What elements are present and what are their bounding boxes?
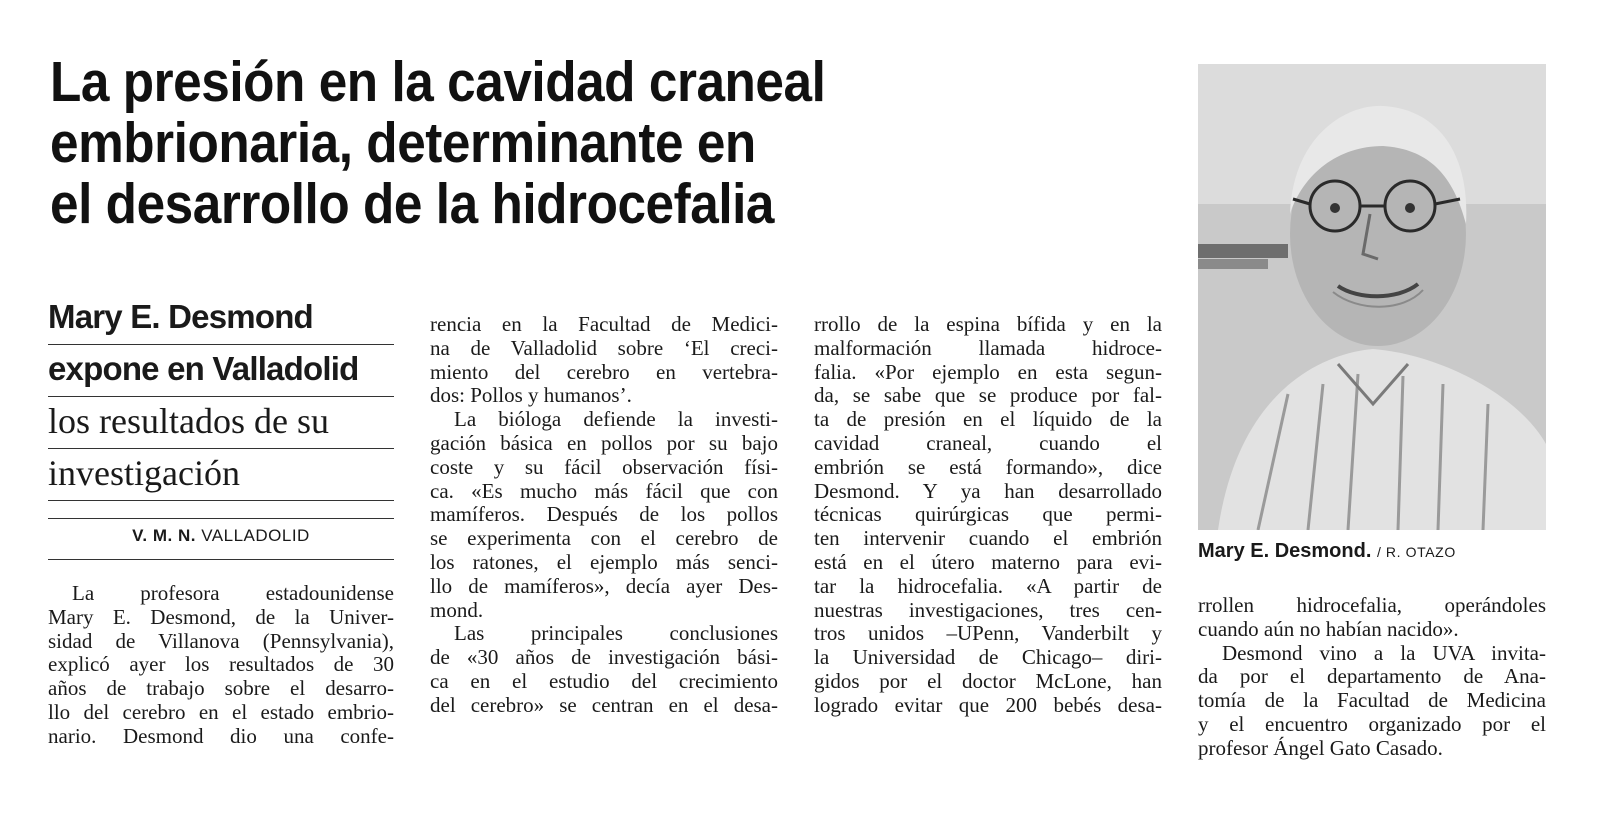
byline-author: V. M. N. [132, 526, 196, 545]
subheadline-line: los resultados de su [48, 399, 394, 449]
byline [48, 526, 394, 546]
article-line: ca. «Es mucho más fácil que con [430, 478, 778, 503]
article-line: nuestras investigaciones, tres cen- [814, 597, 1162, 622]
article-line: logrado evitar que 200 bebés desa- [814, 692, 1162, 717]
article-line: gidos por el doctor McLone, han [814, 668, 1162, 693]
article-line: mamíferos. Después de los pollos [430, 502, 778, 527]
article-line: embrión se está formando», dice [814, 454, 1162, 479]
article-line: na de Valladolid sobre ‘El creci- [430, 335, 778, 360]
article-line: malformación llamada hidroce- [814, 335, 1162, 360]
subheadline-line: investigación [48, 451, 394, 501]
divider [48, 559, 394, 560]
caption-name: Mary E. Desmond. [1198, 540, 1372, 562]
article-line: La profesora estadounidense [72, 581, 394, 605]
article-paragraph [1198, 594, 1546, 642]
article-paragraph [430, 622, 778, 717]
article-line: rrollo de la espina bífida y en la [814, 312, 1162, 336]
article-line: años de trabajo sobre el desarro- [48, 676, 394, 701]
article-line: los ratones, el ejemplo más senci- [430, 549, 778, 574]
article-line: Las principales conclusiones [454, 621, 778, 646]
article-line: y el encuentro organizado por el [1198, 711, 1546, 736]
article-line: explicó ayer los resultados de 30 [48, 652, 394, 677]
article-line: miento del cerebro en vertebra- [430, 359, 778, 384]
article-column-2 [430, 313, 778, 718]
portrait-illustration [1198, 64, 1546, 530]
article-line: dos: Pollos y humanos’. [430, 383, 632, 408]
article-column-3 [814, 313, 1162, 718]
article-paragraph [430, 408, 778, 622]
headline-line: La presión en la cavidad craneal [50, 50, 826, 114]
article-line: La bióloga defiende la investi- [454, 407, 778, 432]
headline-line: embrionaria, determinante en [50, 111, 756, 175]
subheadline [48, 295, 394, 503]
article-paragraph [48, 582, 394, 749]
article-column-1 [48, 582, 394, 749]
article-line: está en el útero materno para evi- [814, 549, 1162, 574]
article-line: del cerebro» se centran en el desa- [430, 692, 778, 717]
article-line: mond. [430, 597, 484, 622]
article-paragraph [814, 313, 1162, 718]
article-paragraph [430, 313, 778, 408]
headline-line: el desarrollo de la hidrocefalia [50, 172, 775, 236]
article-line: tomía de la Facultad de Medicina [1198, 688, 1546, 713]
article-line: tros unidos –UPenn, Vanderbilt y [814, 621, 1162, 646]
article-line: profesor Ángel Gato Casado. [1198, 735, 1443, 760]
article-line: rrollen hidrocefalia, operándoles [1198, 593, 1546, 617]
article-line: técnicas quirúrgicas que permi- [814, 502, 1162, 527]
article-line: de «30 años de investigación bási- [430, 645, 778, 670]
article-line: da, se sabe que se produce por fal- [814, 383, 1162, 408]
article-line: Desmond vino a la UVA invita- [1222, 640, 1546, 665]
article-line: sidad de Villanova (Pennsylvania), [48, 628, 394, 653]
headline [50, 52, 1058, 235]
article-line: rencia en la Facultad de Medici- [430, 312, 778, 336]
caption-credit: / R. OTAZO [1376, 544, 1456, 560]
article-line: Mary E. Desmond, de la Univer- [48, 604, 394, 629]
article-line: cuando aún no habían nacido». [1198, 616, 1459, 641]
article-column-4 [1198, 594, 1546, 761]
article-line: gación básica en pollos por su bajo [430, 430, 778, 455]
article-line: ca en el estudio del crecimiento [430, 668, 778, 693]
article-line: tar la hidrocefalia. «A partir de [814, 573, 1162, 598]
article-line: nario. Desmond dio una confe- [48, 723, 394, 748]
article-line: da por el departamento de Ana- [1198, 664, 1546, 689]
article-line: ten intervenir cuando el embrión [814, 526, 1162, 551]
article-line: falia. «Por ejemplo en esta segun- [814, 359, 1162, 384]
article-paragraph [1198, 642, 1546, 761]
article-line: llo del cerebro en el estado embrio- [48, 699, 394, 724]
article-line: se experimenta con el cerebro de [430, 526, 778, 551]
subheadline-line: Mary E. Desmond [48, 295, 394, 345]
divider [48, 518, 394, 519]
article-line: llo de mamíferos», decía ayer Des- [430, 573, 778, 598]
article-line: ta de presión en el líquido de la [814, 407, 1162, 432]
article-line: la Universidad de Chicago– diri- [814, 645, 1162, 670]
article-line: coste y su fácil observación físi- [430, 454, 778, 479]
subheadline-line: expone en Valladolid [48, 347, 394, 397]
article-line: cavidad craneal, cuando el [814, 430, 1162, 455]
byline-location: VALLADOLID [201, 526, 310, 545]
photo-caption [1198, 540, 1456, 563]
portrait-photo [1198, 64, 1546, 530]
article-line: Desmond. Y ya han desarrollado [814, 478, 1162, 503]
